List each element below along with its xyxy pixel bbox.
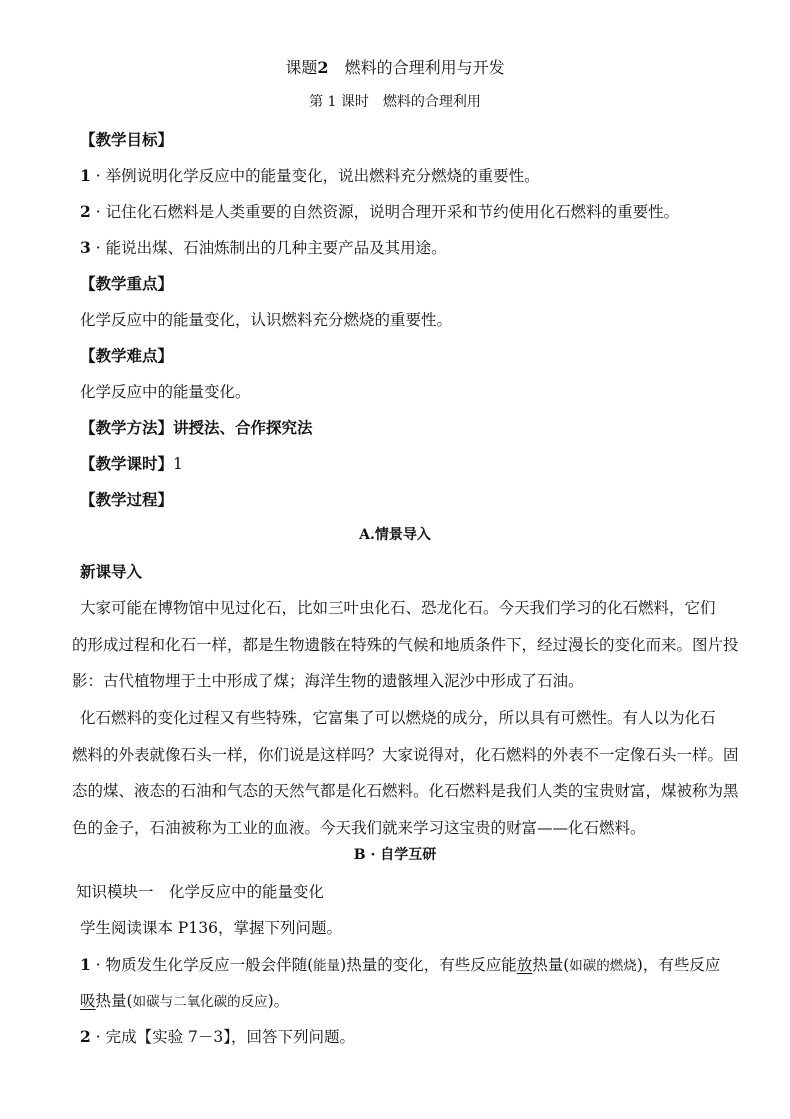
- lesson-title-text: 燃料的合理利用与开发: [344, 58, 505, 77]
- answer-text: 吸: [80, 992, 96, 1010]
- question-1-line-2: [80, 991, 289, 1012]
- methods-text: 讲授法、合作探究法: [173, 418, 313, 437]
- lesson-number: 2: [317, 58, 329, 77]
- hours-heading: 【教学课时】: [80, 454, 174, 473]
- answer-text: 如碳的燃烧: [569, 958, 637, 974]
- key-points-text: 化学反应中的能量变化，认识燃料充分燃烧的重要性。: [80, 311, 453, 329]
- question-number: 1: [80, 955, 91, 974]
- answer-text: 放: [516, 956, 533, 974]
- objective-text: 记住化石燃料是人类重要的自然资源，说明合理开采和节约使用化石燃料的重要性。: [105, 203, 680, 221]
- hours-line: [80, 454, 183, 474]
- question-text: )，有些反应: [636, 956, 721, 974]
- paragraph-line: 影：古代植物埋于土中形成了煤；海洋生物的遗骸埋入泥沙中形成了石油。: [72, 672, 584, 690]
- intro-paragraph-2: [72, 700, 755, 846]
- question-text: 完成【实验 7－3】，回答下列问题。: [105, 1028, 355, 1046]
- objective-number: 2: [80, 202, 91, 221]
- answer-text: 能量: [313, 958, 341, 974]
- difficulties-heading: 【教学难点】: [80, 346, 174, 365]
- objective-item-3: 3 · 能说出煤、石油炼制出的几种主要产品及其用途。: [80, 238, 447, 257]
- lesson-subtitle: 第 1 课时 燃料的合理利用: [309, 94, 481, 110]
- paragraph-line: 燃料的外表就像石头一样，你们说是这样吗？大家说得对，化石燃料的外表不一定像石头一样。固: [72, 745, 739, 764]
- lesson-title-prefix: 课题: [285, 58, 318, 77]
- section-b-title: B · 自学互研: [353, 847, 437, 863]
- question-number: 2: [80, 1027, 91, 1046]
- answer-text: 如碳与二氧化碳的反应: [132, 994, 268, 1010]
- question-text: 热量(: [532, 956, 570, 974]
- question-text: )。: [267, 992, 290, 1010]
- objective-item-1: 1 · 举例说明化学反应中的能量变化，说出燃料充分燃烧的重要性。: [80, 166, 540, 185]
- question-2: 2 · 完成【实验 7－3】，回答下列问题。: [80, 1027, 355, 1046]
- process-heading: 【教学过程】: [80, 490, 174, 509]
- question-text: )热量的变化，有些反应能: [340, 956, 517, 974]
- paragraph-line: 大家可能在博物馆中见过化石，比如三叶虫化石、恐龙化石。今天我们学习的化石燃料，它们: [80, 599, 716, 617]
- methods-heading: 【教学方法】: [80, 418, 174, 437]
- section-a-title: A.情景导入: [359, 527, 431, 543]
- methods-line: [80, 418, 313, 438]
- intro-label: 新课导入: [80, 562, 143, 581]
- objective-number: 1: [80, 166, 91, 185]
- question-text: 热量(: [95, 992, 133, 1010]
- objectives-heading: 【教学目标】: [80, 130, 174, 149]
- objective-text: 举例说明化学反应中的能量变化，说出燃料充分燃烧的重要性。: [105, 167, 540, 185]
- objective-text: 能说出煤、石油炼制出的几种主要产品及其用途。: [105, 239, 447, 257]
- hours-text: 1: [173, 455, 183, 473]
- lesson-title: [0, 58, 790, 78]
- question-text: 物质发生化学反应一般会伴随(: [105, 956, 314, 974]
- key-points-heading: 【教学重点】: [80, 274, 174, 293]
- module-title: 知识模块一 化学反应中的能量变化: [76, 883, 325, 901]
- reading-instruction: 学生阅读课本 P136，掌握下列问题。: [80, 919, 342, 937]
- paragraph-line: 色的金子，石油被称为工业的血液。今天我们就来学习这宝贵的财富——化石燃料。: [72, 818, 646, 837]
- intro-paragraph-1: [72, 590, 755, 700]
- paragraph-line: 化石燃料的变化过程又有些特殊，它富集了可以燃烧的成分，所以具有可燃性。有人以为化石: [80, 709, 716, 727]
- question-1-line-1: 1 · 物质发生化学反应一般会伴随(能量)热量的变化，有些反应能放热量(如碳的燃烧)，有些反应: [80, 955, 721, 974]
- paragraph-line: 态的煤、液态的石油和气态的天然气都是化石燃料。化石燃料是我们人类的宝贵财富，煤被称为黑: [72, 782, 739, 800]
- paragraph-line: 的形成过程和化石一样，都是生物遗骸在特殊的气候和地质条件下，经过漫长的变化而来。图片投: [72, 635, 739, 654]
- objective-item-2: 2 · 记住化石燃料是人类重要的自然资源，说明合理开采和节约使用化石燃料的重要性。: [80, 202, 680, 221]
- objective-number: 3: [80, 238, 91, 257]
- difficulties-text: 化学反应中的能量变化。: [80, 383, 251, 401]
